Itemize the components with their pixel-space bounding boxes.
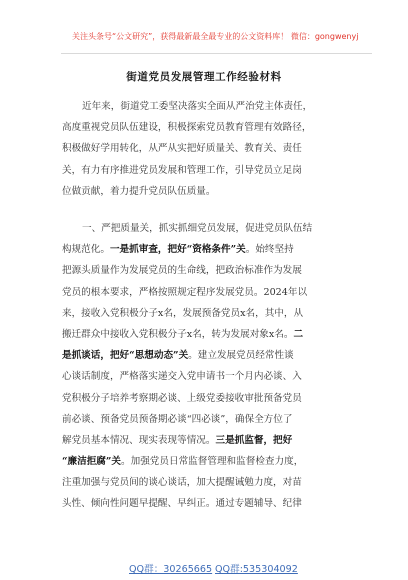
banner-divider xyxy=(61,53,372,54)
paragraph-line: 前必谈、预备党员预备期必谈“四必谈”，确保全方位了 xyxy=(62,413,293,425)
text-run: 构规范化。 xyxy=(62,244,110,256)
emphasis-point-three: “廉洁拒腐”关 xyxy=(62,456,122,468)
paragraph-line: 头性、倾向性问题早提醒、早纠正。通过专题辅导、纪律 xyxy=(62,498,302,510)
emphasis-point-two-start: 二 xyxy=(293,328,304,340)
paragraph-line: 党员的根本要求，严格按照规定程序发展党员。2024年以 xyxy=(62,286,308,298)
text-run: 搬迁群众中接收入党积极分子x名，转为发展对象x名。 xyxy=(62,328,294,340)
text-run: 解党员基本情况、现实表现等情况。 xyxy=(62,434,216,446)
paragraph-section-one xyxy=(62,218,362,515)
paragraph-intro xyxy=(62,96,362,202)
paragraph-line xyxy=(62,345,362,366)
text-run: 。加强党员日常监督管理和监督检查力度， xyxy=(121,456,304,468)
paragraph-line: 积极做好学用转化，从严从实把好质量关、教育关、责任 xyxy=(62,143,302,155)
paragraph-line xyxy=(62,451,362,472)
paragraph-line xyxy=(62,239,362,260)
paragraph-line xyxy=(62,430,362,451)
paragraph-line: 心谈话制度，严格落实递交入党申请书一个月内必谈、入 xyxy=(62,371,302,383)
text-run: 。建立发展党员经常性谈 xyxy=(188,350,294,362)
page-footer xyxy=(0,561,408,575)
text-run: 。始终坚持 xyxy=(245,244,294,256)
qq-group-link-2[interactable]: QQ群:535304092 xyxy=(215,564,298,575)
paragraph-line: 高度重视党员队伍建设，积极探索党员教育管理有效路径， xyxy=(62,122,312,134)
qq-group-link-1[interactable]: QQ群：30265665 xyxy=(129,564,213,575)
emphasis-point-two: 是抓谈话，把好“思想动态”关 xyxy=(62,350,189,362)
paragraph-line: 党积极分子培养考察期必谈、上级党委接收审批预备党员 xyxy=(62,392,302,404)
paragraph-line: 位做贡献，着力提升党员队伍质量。 xyxy=(62,185,216,197)
paragraph-line: 关，有力有序推进党员发展和管理工作，引导党员立足岗 xyxy=(62,164,302,176)
paragraph-line xyxy=(62,324,362,345)
paragraph-line: 近年来，街道党工委坚决落实全面从严治党主体责任， xyxy=(82,101,313,112)
paragraph-line: 注重加强与党员间的谈心谈话，加大提醒诫勉力度，对苗 xyxy=(62,477,302,489)
top-banner xyxy=(0,13,408,49)
paragraph-line: 来，接收入党积极分子x名，发展预备党员x名，其中，从 xyxy=(62,307,304,319)
emphasis-point-one: 一是抓审查，把好“资格条件”关 xyxy=(109,244,246,256)
document-title: 街道党员发展管理工作经验材料 xyxy=(126,71,282,83)
section-heading-line: 一、严把质量关，抓实抓细党员发展，促进党员队伍结 xyxy=(82,223,313,234)
emphasis-point-three-start: 三是抓监督，把好 xyxy=(215,434,293,446)
paragraph-line: 把源头质量作为发展党员的生命线，把政治标准作为发展 xyxy=(62,265,302,277)
banner-text: 关注头条号“公文研究”，获得最新最全最专业的公文资料库！ 微信：gongwenyj xyxy=(72,32,359,41)
